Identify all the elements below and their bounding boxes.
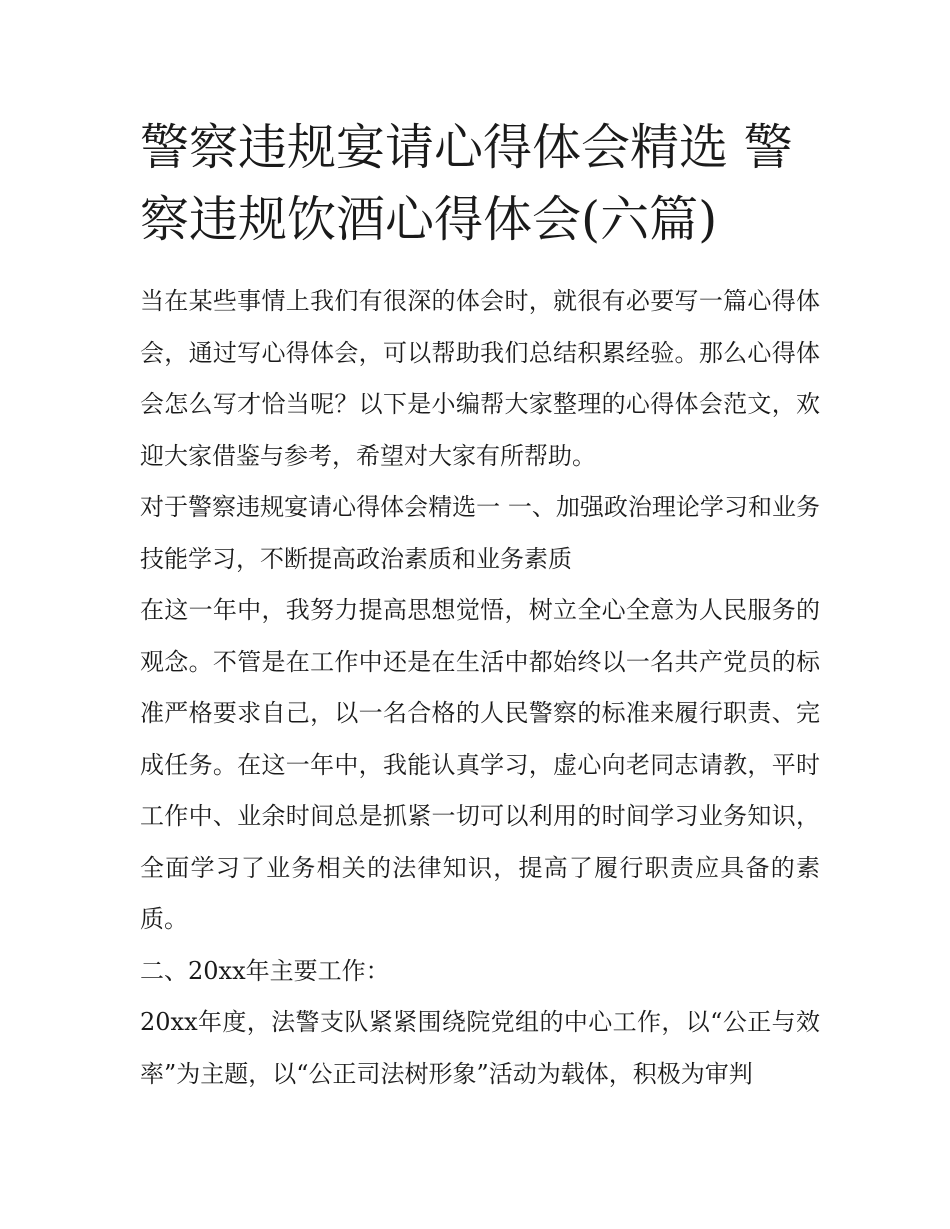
document-body (140, 276, 820, 1100)
intro-paragraph: 当在某些事情上我们有很深的体会时，就很有必要写一篇心得体会，通过写心得体会，可以帮助我们总结积累经验。那么心得体会怎么写才恰当呢？以下是小编帮大家整理的心得体会范文，欢迎大家借鉴与参考，希望对大家有所帮助。 (140, 287, 820, 470)
body-paragraph: 在这一年中，我努力提高思想觉悟，树立全心全意为人民服务的观念。不管是在工作中还是在生活中都始终以一名共产党员的标准严格要求自己，以一名合格的人民警察的标准来履行职责、完成任务。在这一年中，我能认真学习，虚心向老同志请教，平时工作中、业余时间总是抓紧一切可以利用的时间学习业务知识，全面学习了业务相关的法律知识，提高了履行职责应具备的素质。 (140, 596, 820, 933)
section-heading-paragraph: 对于警察违规宴请心得体会精选一 一、加强政治理论学习和业务技能学习，不断提高政治素质和业务素质 (140, 493, 820, 573)
document-title: 警察违规宴请心得体会精选 警察违规饮酒心得体会(六篇) (140, 119, 793, 248)
section-heading-2: 二、20xx年主要工作： (140, 956, 390, 985)
body-paragraph-2: 20xx年度，法警支队紧紧围绕院党组的中心工作，以“公正与效率”为主题，以“公正司法树形象”活动为载体，积极为审判 (140, 1008, 820, 1088)
